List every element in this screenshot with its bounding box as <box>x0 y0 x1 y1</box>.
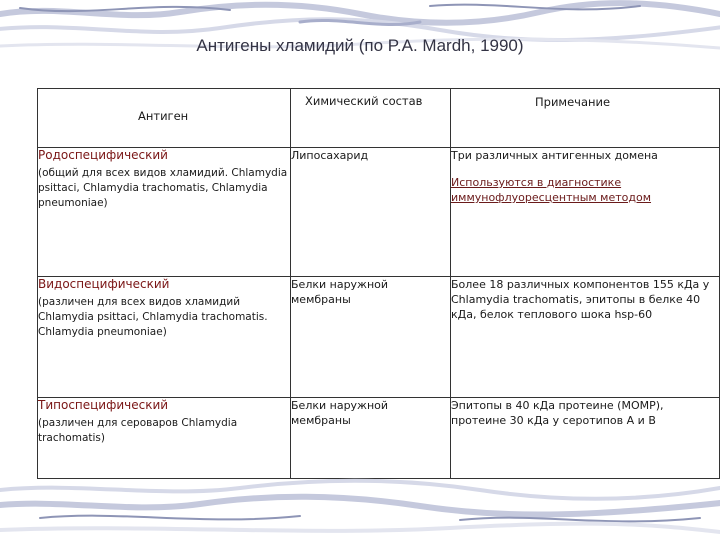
chemical-cell: Белки наружной мембраны <box>291 277 451 398</box>
slide-title: Антигены хламидий (по P.A. Mardh, 1990) <box>196 36 524 55</box>
antigen-description: (различен для серовaров Chlamydia trachomatis) <box>38 417 238 444</box>
note-cell <box>451 148 720 277</box>
chemical-cell: Белки наружной мембраны <box>291 398 451 479</box>
antigen-name: Родоспецифический <box>38 148 168 162</box>
header-chemical: Химический состав <box>305 94 423 108</box>
header-note-cell <box>451 89 720 148</box>
chemical-cell: Липосахарид <box>291 148 451 277</box>
note-cell: Эпитопы в 40 кДа протеине (MOMP), протеине 30 кДа у серотипов А и В <box>451 398 720 479</box>
header-note: Примечание <box>535 95 611 109</box>
antigen-cell <box>38 398 291 479</box>
table-header-row <box>38 89 720 148</box>
decorative-border-bottom <box>0 478 720 540</box>
antigen-name: Типоспецифический <box>38 398 169 412</box>
antigen-table <box>37 88 720 479</box>
note-diagnostic-link: Используются в диагностике иммунофлуоресцентным методом <box>451 176 652 204</box>
note-text: Три различных антигенных домена <box>451 149 658 162</box>
table-row <box>38 148 720 277</box>
header-antigen: Антиген <box>138 109 189 123</box>
table-row <box>38 277 720 398</box>
antigen-name: Видоспецифический <box>38 277 170 291</box>
antigen-description: (общий для всех видов хламидий. Chlamydia psittaci, Chlamydia trachomatis, Chlamydia pneumoniae) <box>38 167 288 209</box>
header-antigen-cell <box>38 89 291 148</box>
antigen-description: (различен для всех видов хламидий Chlamydia psittaci, Chlamydia trachomatis. Chlamydia pneumoniae) <box>38 296 268 338</box>
table-row <box>38 398 720 479</box>
note-cell: Более 18 различных компонентов 155 кДа у Chlamydia trachomatis, эпитопы в белке 40 кДа, белок теплового шока hsp-60 <box>451 277 720 398</box>
antigen-cell <box>38 148 291 277</box>
header-chemical-cell <box>291 89 451 148</box>
antigen-cell <box>38 277 291 398</box>
